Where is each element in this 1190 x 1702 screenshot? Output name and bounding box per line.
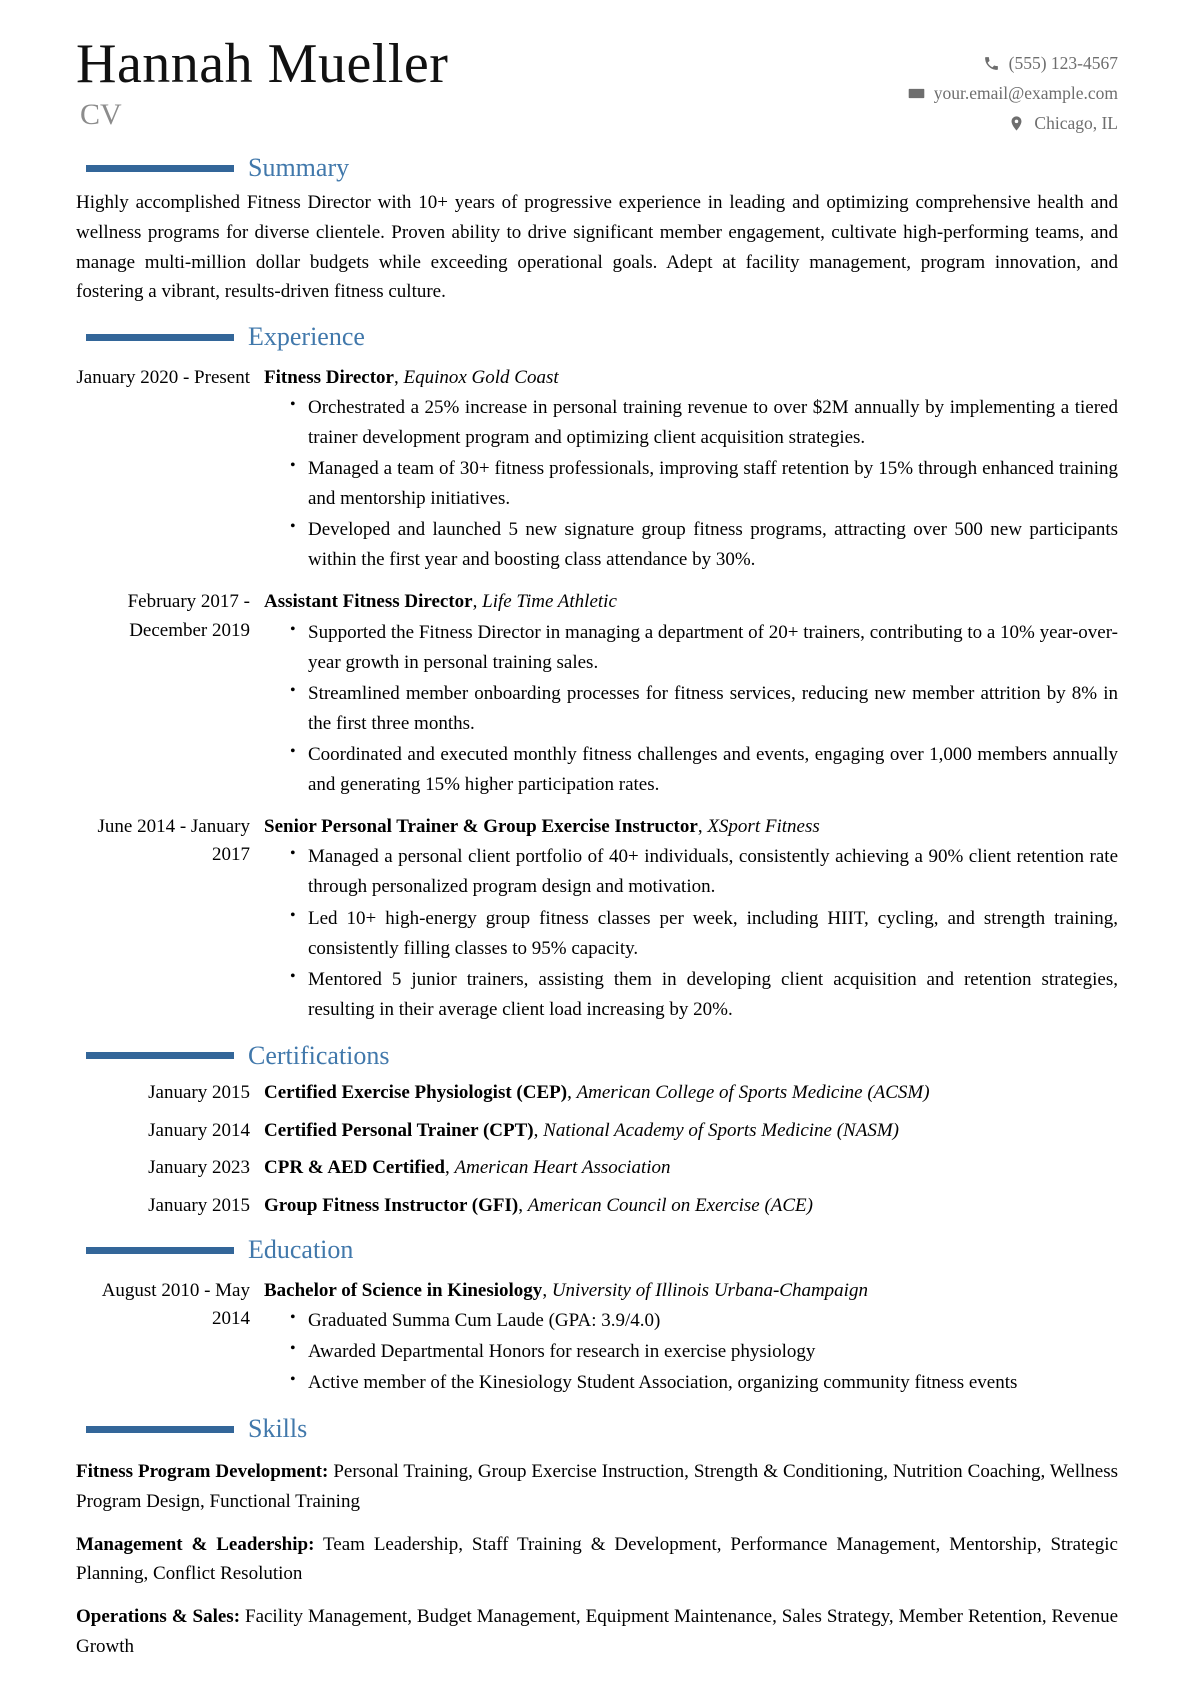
bullet-item: • Led 10+ high-energy group fitness classes per week, including HIIT, cycling, and strength training, consistently filling classes to 95% capacity. (290, 904, 1118, 964)
separator: , (518, 1194, 528, 1216)
bullet-item: • Streamlined member onboarding processes for fitness services, reducing new member attrition by 8% in the first three months. (290, 679, 1118, 739)
skill-category: Management & Leadership: (76, 1533, 315, 1555)
bullet-item: • Supported the Fitness Director in managing a department of 20+ trainers, contributing to a 10% year-over-year growth in personal training sales. (290, 618, 1118, 678)
certification-issuer: National Academy of Sports Medicine (NASM) (543, 1119, 899, 1141)
section-title-experience: Experience (248, 322, 365, 352)
certification-issuer: American Heart Association (454, 1157, 671, 1179)
separator: , (697, 815, 708, 837)
bullet-item: • Active member of the Kinesiology Student Association, organizing community fitness events (290, 1368, 1118, 1398)
experience-entry (76, 813, 1118, 1026)
entry-date: August 2010 - May 2014 (101, 1279, 250, 1330)
certification-entry (76, 1079, 1118, 1108)
entry-date: January 2023 (148, 1157, 250, 1179)
section-header-certifications (86, 1042, 1118, 1071)
certification-issuer: American College of Sports Medicine (ACSM) (576, 1082, 930, 1104)
certification-name: CPR & AED Certified (264, 1157, 445, 1179)
experience-entry (76, 364, 1118, 577)
section-title-education: Education (248, 1235, 354, 1265)
entry-bullet-list (264, 1306, 1118, 1398)
certification-name: Group Fitness Instructor (GFI) (264, 1194, 519, 1216)
skill-category: Operations & Sales: (76, 1606, 241, 1628)
entry-title (264, 588, 1118, 617)
location-value: Chicago, IL (1034, 113, 1118, 134)
section-header-experience (86, 323, 1118, 352)
job-role: Fitness Director (264, 366, 394, 388)
entry-bullet-list (264, 393, 1118, 575)
envelope-icon (908, 85, 925, 102)
bullet-item: • Managed a team of 30+ fitness professionals, improving staff retention by 15% through enhanced training and mentorship initiatives. (290, 454, 1118, 514)
separator: , (542, 1279, 552, 1301)
skill-group (76, 1457, 1118, 1517)
bullet-item: • Graduated Summa Cum Laude (GPA: 3.9/4.0) (290, 1306, 1118, 1336)
section-rule (86, 334, 234, 341)
skill-group (76, 1602, 1118, 1662)
certification-body (264, 1079, 1118, 1108)
contact-block (908, 34, 1118, 138)
certification-name: Certified Exercise Physiologist (CEP) (264, 1082, 568, 1104)
separator: , (533, 1119, 544, 1141)
section-header-education (86, 1236, 1118, 1265)
candidate-name: Hannah Mueller (76, 33, 449, 95)
certification-name: Certified Personal Trainer (CPT) (264, 1119, 534, 1141)
skill-items: Team Leadership, Staff Training & Development, Performance Management, Mentorship, Strategic Planning, Conflict Resolution (76, 1533, 1118, 1585)
entry-title (264, 364, 1118, 393)
job-organization: Life Time Athletic (482, 591, 617, 613)
document-subtitle: CV (80, 98, 122, 131)
certification-body (264, 1154, 1118, 1183)
separator: , (567, 1082, 577, 1104)
phone-icon (983, 55, 1000, 72)
job-organization: Equinox Gold Coast (403, 366, 559, 388)
bullet-item: • Mentored 5 junior trainers, assisting them in developing client acquisition and retention strategies, resulting in their average client load increasing by 20%. (290, 965, 1118, 1025)
degree-name: Bachelor of Science in Kinesiology (264, 1279, 543, 1301)
section-title-certifications: Certifications (248, 1040, 390, 1070)
entry-body (264, 1277, 1118, 1400)
section-title-summary: Summary (248, 153, 350, 183)
email-value: your.email@example.com (933, 83, 1118, 104)
cv-header (76, 34, 1118, 138)
section-rule (86, 165, 234, 172)
separator: , (472, 591, 483, 613)
location-pin-icon (1008, 115, 1025, 132)
skill-group (76, 1530, 1118, 1590)
certification-body (264, 1192, 1118, 1221)
section-header-skills (86, 1415, 1118, 1444)
certification-entry (76, 1154, 1118, 1183)
section-title-skills: Skills (248, 1414, 308, 1444)
section-rule (86, 1247, 234, 1254)
certification-entry (76, 1117, 1118, 1146)
entry-body (264, 588, 1118, 801)
entry-body (264, 364, 1118, 577)
entry-date: January 2015 (148, 1194, 250, 1216)
summary-text: Highly accomplished Fitness Director with 10+ years of progressive experience in leading and optimizing comprehensive health and wellness programs for diverse clientele. Proven ability to drive significant member engagement, cultivate high-performing teams, and manage multi-million dollar budgets while exceeding operational goals. Adept at facility management, program innovation, and fostering a vibrant, results-driven fitness culture. (76, 191, 1118, 303)
skill-items: Personal Training, Group Exercise Instruction, Strength & Conditioning, Nutrition Coaching, Wellness Program Design, Functional Training (76, 1460, 1118, 1512)
entry-title (264, 1277, 1118, 1306)
bullet-item: • Developed and launched 5 new signature group fitness programs, attracting over 500 new participants within the first year and boosting class attendance by 30%. (290, 515, 1118, 575)
certification-entry (76, 1192, 1118, 1221)
entry-date: January 2014 (148, 1119, 250, 1141)
skill-items: Facility Management, Budget Management, Equipment Maintenance, Sales Strategy, Member Retention, Revenue Growth (76, 1606, 1119, 1658)
contact-phone (908, 48, 1118, 78)
bullet-item: • Managed a personal client portfolio of 40+ individuals, consistently achieving a 90% client retention rate through personalized program design and motivation. (290, 842, 1118, 902)
section-rule (86, 1052, 234, 1059)
education-entry (76, 1277, 1118, 1400)
section-header-summary (86, 154, 1118, 183)
entry-bullet-list (264, 618, 1118, 800)
name-block (76, 34, 448, 131)
bullet-item: • Orchestrated a 25% increase in personal training revenue to over $2M annually by implementing a tiered trainer development program and optimizing client acquisition strategies. (290, 393, 1118, 453)
entry-date: January 2020 - Present (76, 366, 250, 388)
entry-body (264, 813, 1118, 1026)
entry-date: June 2014 - January 2017 (97, 815, 250, 866)
job-organization: XSport Fitness (707, 815, 820, 837)
skill-category: Fitness Program Development: (76, 1460, 329, 1482)
entry-date: February 2017 - December 2019 (127, 591, 250, 641)
entry-title (264, 813, 1118, 842)
phone-value: (555) 123-4567 (1008, 53, 1118, 73)
institution-name: University of Illinois Urbana-Champaign (551, 1279, 868, 1301)
certification-issuer: American Council on Exercise (ACE) (527, 1194, 813, 1216)
job-role: Senior Personal Trainer & Group Exercise Instructor (264, 815, 698, 837)
job-role: Assistant Fitness Director (264, 591, 473, 613)
bullet-item: • Awarded Departmental Honors for research in exercise physiology (290, 1337, 1118, 1367)
bullet-item: • Coordinated and executed monthly fitness challenges and events, engaging over 1,000 members annually and generating 15% higher participation rates. (290, 740, 1118, 800)
certification-body (264, 1117, 1118, 1146)
entry-bullet-list (264, 842, 1118, 1024)
separator: , (445, 1157, 455, 1179)
separator: , (393, 366, 404, 388)
contact-email (908, 78, 1118, 108)
experience-entry (76, 588, 1118, 801)
section-rule (86, 1426, 234, 1433)
entry-date: January 2015 (148, 1082, 250, 1104)
contact-location (908, 108, 1118, 138)
